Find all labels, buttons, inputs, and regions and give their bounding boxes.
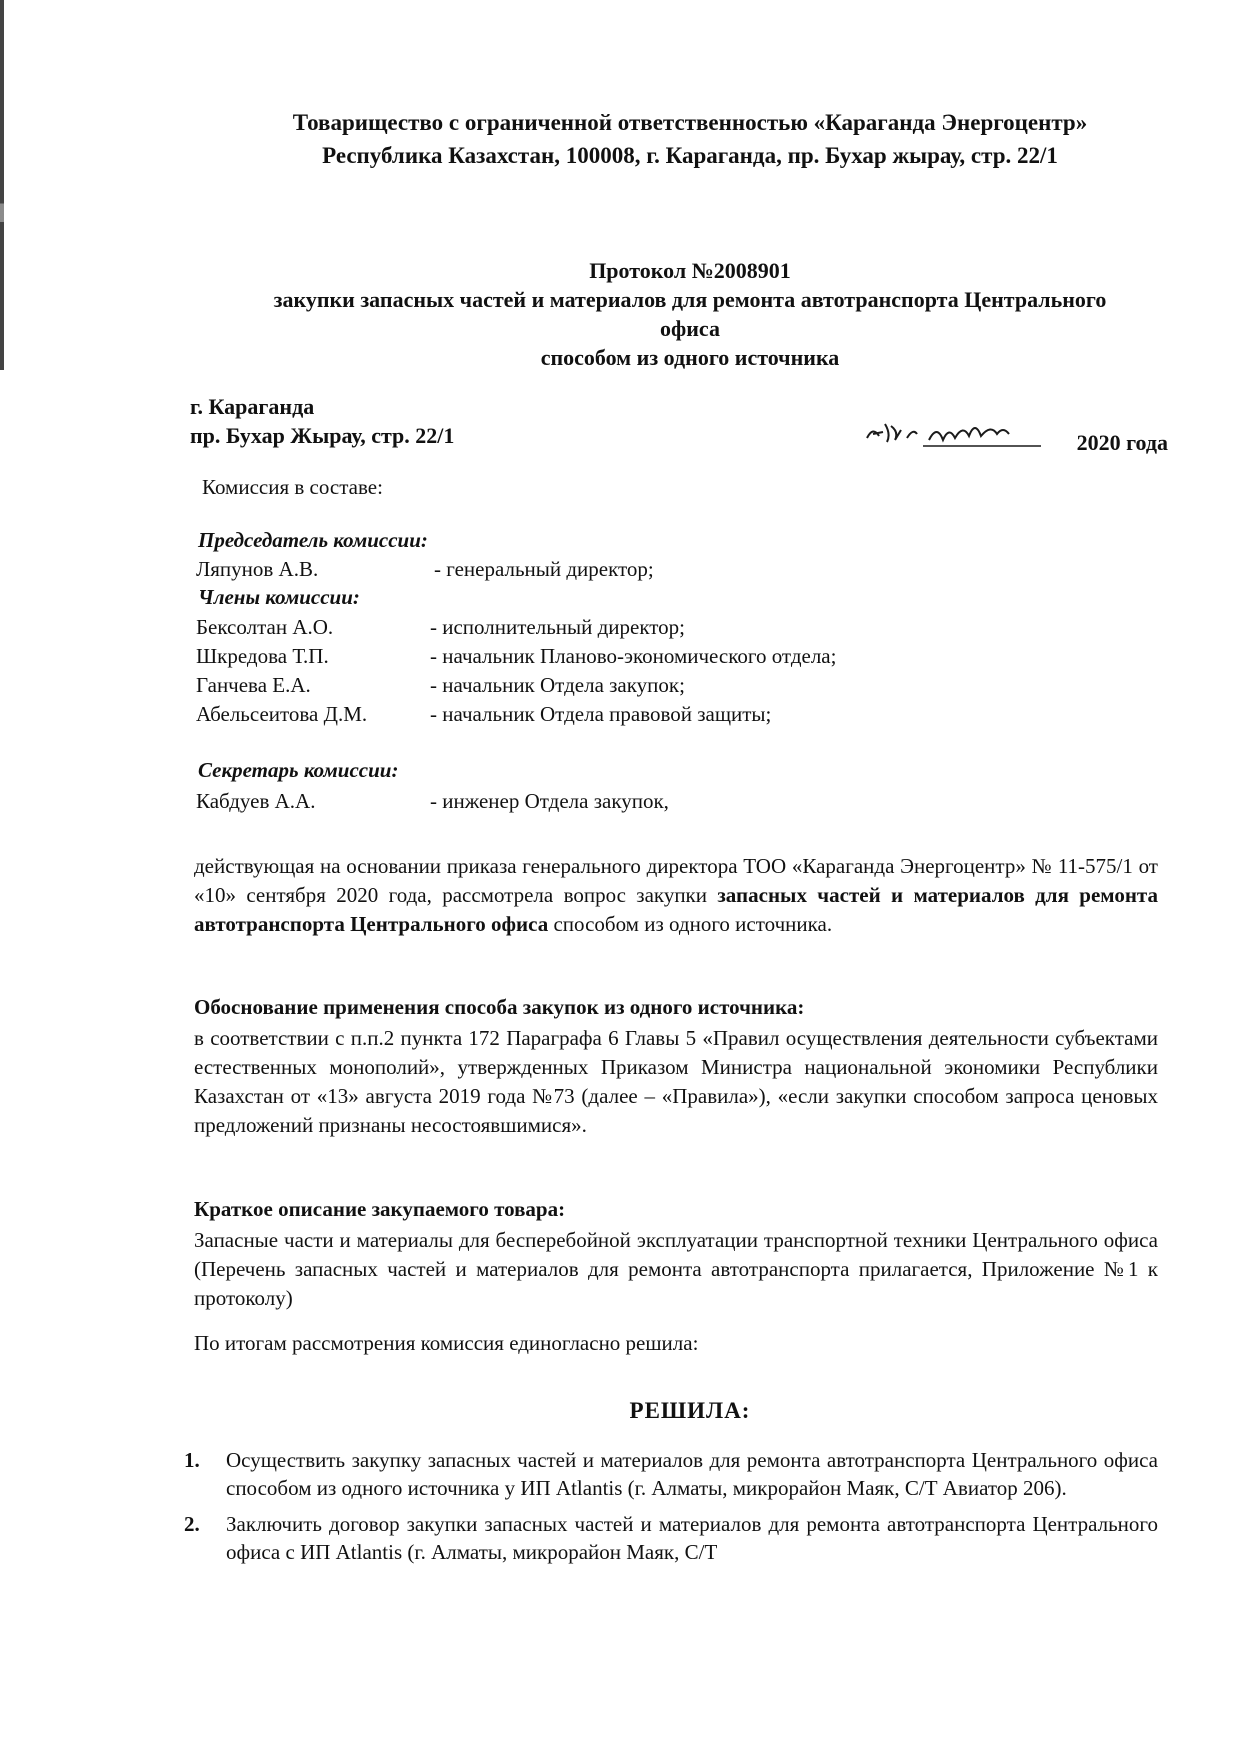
place-block [190, 392, 454, 450]
chair-name: Ляпунов А.В. [196, 557, 319, 581]
protocol-method: способом из одного источника [540, 345, 840, 370]
decided-heading: РЕШИЛА: [629, 1398, 751, 1423]
member-row [196, 614, 996, 641]
justification-title: Обоснование применения способа закупок из одного источника: [194, 995, 805, 1019]
member-position: - начальник Планово-экономического отдела; [430, 644, 837, 668]
member-name: Шкредова Т.П. [196, 644, 329, 668]
decision-text: Заключить договор закупки запасных частей и материалов для ремонта автотранспорта Центрального офиса с ИП Atlantis (г. Алматы, микрорайон Маяк, С/Т [226, 1512, 1158, 1564]
handwritten-date-signature [861, 416, 1071, 450]
chair-position: - генеральный директор; [434, 557, 654, 581]
member-position: - исполнительный директор; [430, 615, 686, 639]
protocol-number: Протокол №2008901 [589, 258, 791, 283]
decision-item [184, 1446, 1158, 1502]
place-address: пр. Бухар Жырау, стр. 22/1 [190, 423, 455, 448]
member-position: - начальник Отдела закупок; [430, 673, 685, 697]
chair-row [196, 556, 996, 583]
member-name: Бексолтан А.О. [196, 615, 334, 639]
secretary-label: Секретарь комиссии: [198, 758, 399, 782]
protocol-title [150, 256, 1230, 372]
member-row [196, 701, 996, 728]
decision-item [184, 1510, 1158, 1566]
commission-intro: Комиссия в составе: [202, 475, 383, 499]
secretary-position: - инженер Отдела закупок, [430, 789, 669, 813]
date-year: 2020 года [1076, 430, 1168, 455]
members-label: Члены комиссии: [198, 585, 360, 609]
acting-subject: запасных частей и материалов для ремонта автотранспорта Центрального офиса [194, 883, 1158, 936]
description-title: Краткое описание закупаемого товара: [194, 1197, 566, 1221]
decision-number: 2. [184, 1512, 200, 1536]
secretary-row [196, 788, 996, 815]
protocol-subject-line1: закупки запасных частей и материалов для ремонта автотранспорта Центрального [273, 287, 1107, 312]
secretary-name: Кабдуев А.А. [196, 789, 316, 813]
acting-paragraph [194, 852, 1158, 939]
member-row [196, 672, 996, 699]
member-name: Ганчева Е.А. [196, 673, 311, 697]
place-city: г. Караганда [190, 394, 315, 419]
organization-name: Товарищество с ограниченной ответственностью «Караганда Энергоцентр» [292, 110, 1088, 135]
member-name: Абельсеитова Д.М. [196, 702, 368, 726]
organization-address: Республика Казахстан, 100008, г. Караганда, пр. Бухар жырау, стр. 22/1 [322, 143, 1058, 168]
description-text: Запасные части и материалы для бесперебойной эксплуатации транспортной техники Центрального офиса (Перечень запасных частей и материалов для ремонта автотранспорта прилагается, Приложение №1 к протоколу) [194, 1228, 1158, 1310]
result-intro: По итогам рассмотрения комиссия единогласно решила: [194, 1331, 699, 1355]
decision-number: 1. [184, 1448, 200, 1472]
decision-text: Осуществить закупку запасных частей и материалов для ремонта автотранспорта Центрального офиса способом из одного источника у ИП Atlantis (г. Алматы, микрорайон Маяк, С/Т Авиатор 206). [226, 1448, 1158, 1500]
member-position: - начальник Отдела правовой защиты; [430, 702, 772, 726]
acting-text: действующая на основании приказа генерального директора ТОО «Караганда Энергоцентр» № 11-575/1 от «10» сентября 2020 года, рассмотрела вопрос закупки [194, 854, 1158, 907]
chair-label: Председатель комиссии: [198, 528, 428, 552]
organization-header [150, 106, 1230, 172]
justification-text: в соответствии с п.п.2 пункта 172 Параграфа 6 Главы 5 «Правил осуществления деятельности субъектами естественных монополий», утвержденных Приказом Министра национальной экономики Республики Казахстан от «13» августа 2019 года №73 (далее – «Правила»), «если закупки способом запроса ценовых предложений признаны несостоявшимися». [194, 1026, 1158, 1137]
acting-method: способом из одного источника. [553, 912, 833, 936]
protocol-subject-line2: офиса [660, 316, 720, 341]
member-row [196, 643, 996, 670]
protocol-date [861, 416, 1168, 456]
decisions-list [184, 1446, 1158, 1574]
